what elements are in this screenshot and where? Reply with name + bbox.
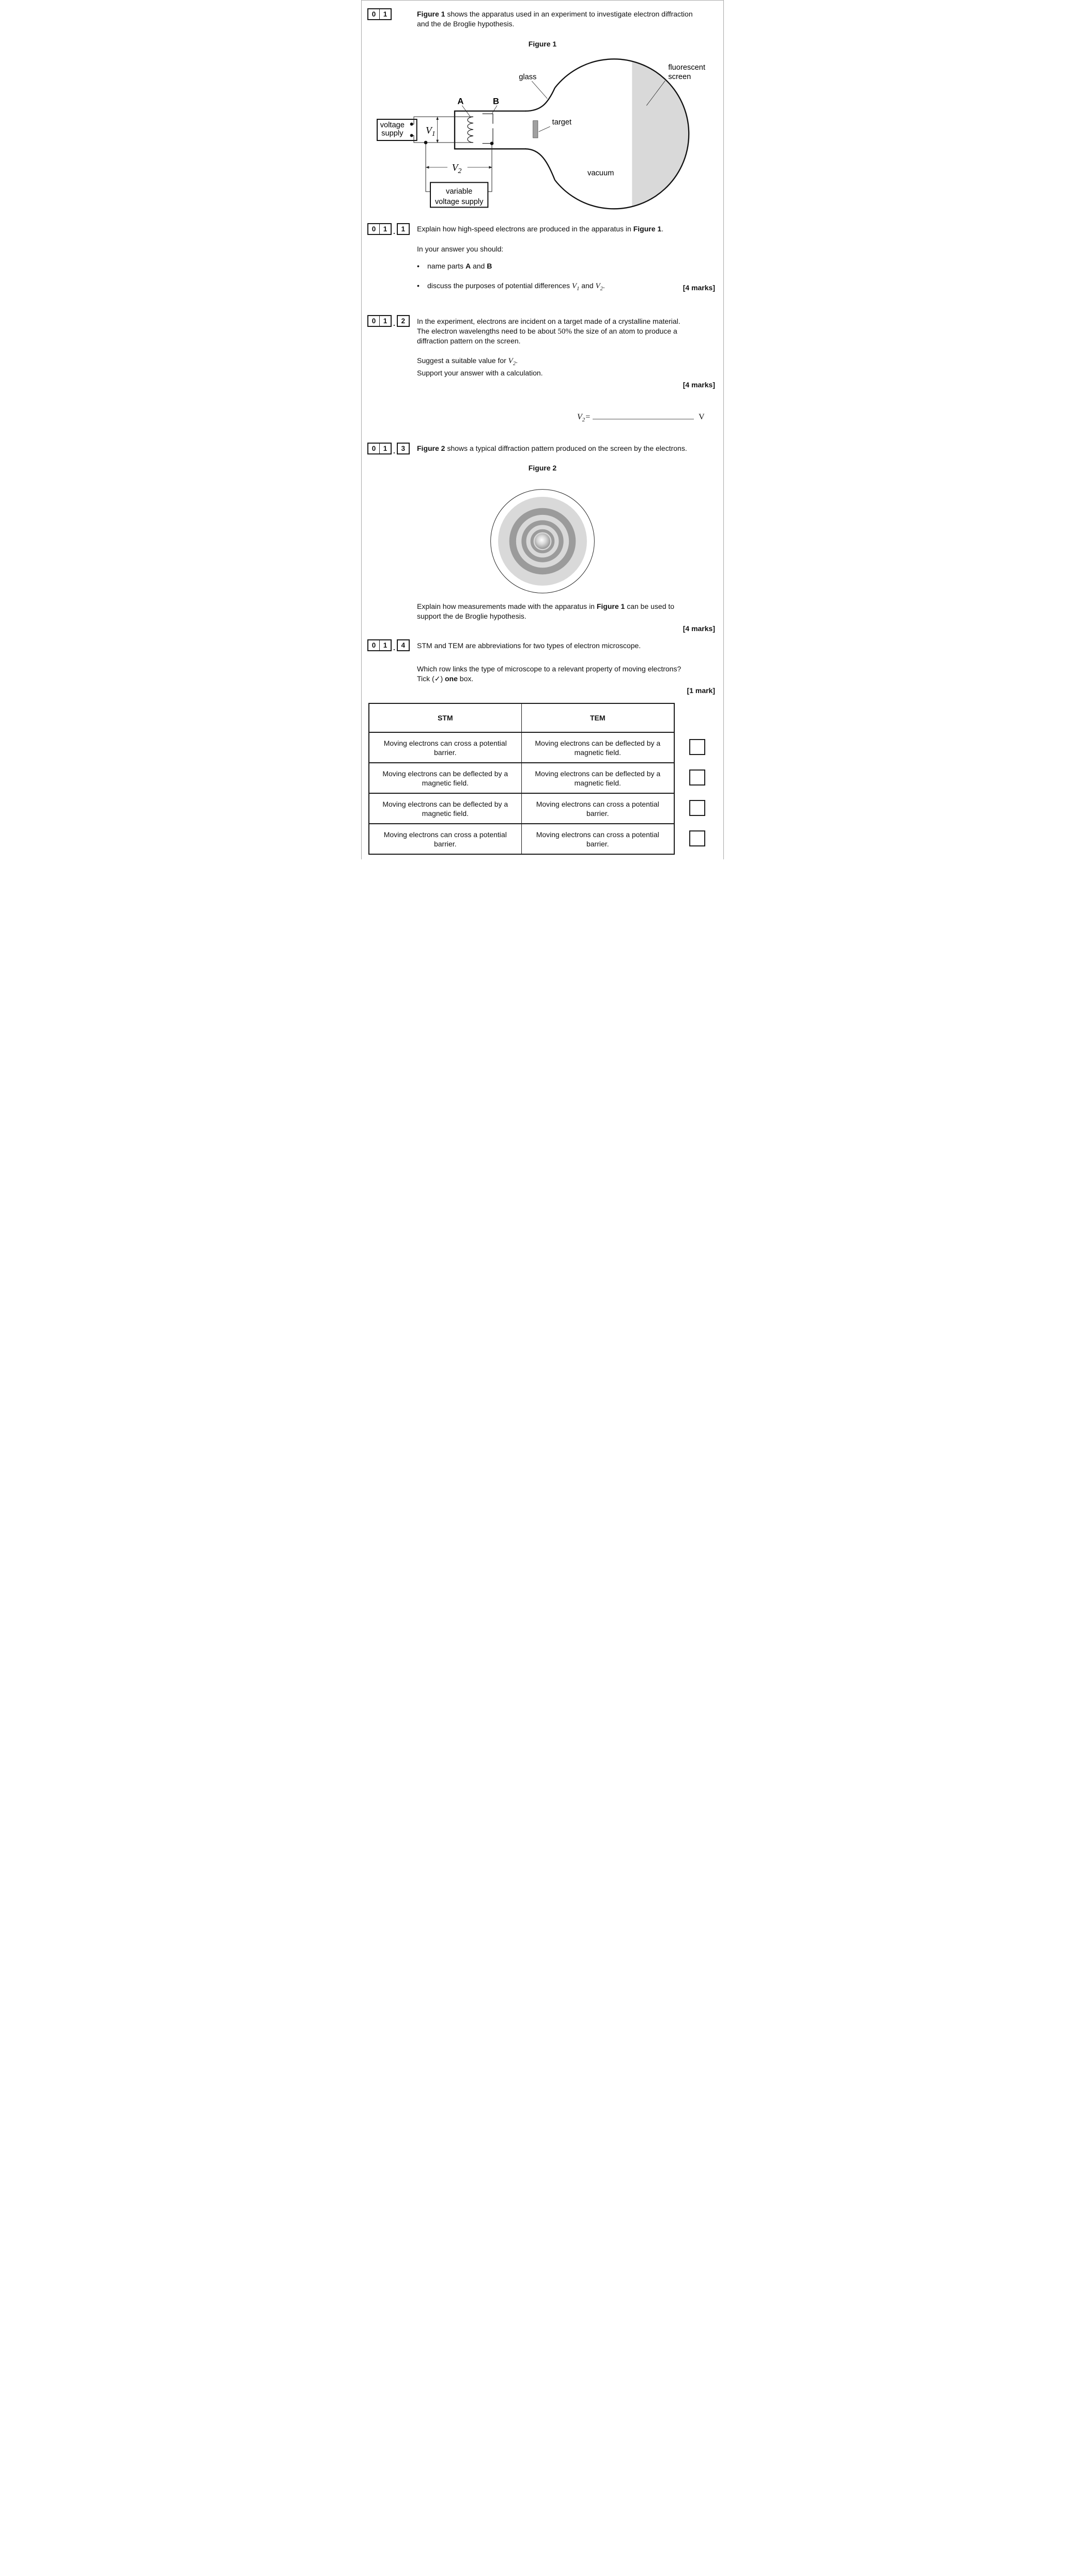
question-number-separator: .: [393, 644, 395, 652]
q012-line1: In the experiment, electrons are incident on a target made of a crystalline material.: [417, 317, 680, 325]
q014-tick-line: [417, 674, 716, 684]
arrowhead-icon: [436, 117, 439, 120]
q011-marks: [4 marks]: [683, 284, 715, 292]
table-cell: Moving electrons can cross a potential barrier.: [369, 824, 522, 854]
arrowhead-icon: [426, 166, 429, 168]
bullet2-text: discuss the purposes of potential differences: [427, 281, 572, 290]
figure1-caption: Figure 1: [528, 40, 557, 48]
answer-checkbox-row4[interactable]: [689, 830, 705, 846]
fluorescent-screen-label-2: screen: [668, 73, 691, 81]
bullet-icon: •: [417, 281, 420, 290]
table-row: [369, 732, 674, 762]
tick-text-pre: Tick (: [417, 674, 435, 683]
junction-dot: [490, 142, 494, 145]
q01-intro-text: [417, 9, 716, 28]
question-number-separator: .: [393, 228, 395, 235]
question-digit: 0: [368, 9, 380, 19]
question-digit: 1: [383, 10, 388, 18]
answer-blank[interactable]: [593, 411, 694, 419]
question-number-box: [367, 223, 392, 235]
answer-checkbox-row3[interactable]: [689, 800, 705, 816]
junction-dot: [424, 141, 428, 145]
q012-support: Support your answer with a calculation.: [417, 369, 543, 377]
q012-line2: [417, 326, 716, 337]
voltage-supply-label-2: supply: [381, 129, 404, 138]
question-number-012: [367, 315, 410, 327]
v2-symbol: $V_2$: [577, 413, 585, 423]
label-b: B: [492, 96, 500, 106]
question-number-separator: .: [393, 447, 395, 455]
q013-explain-post: can be used to: [625, 602, 675, 610]
bullet2-mid: and: [579, 281, 596, 290]
question-number-011: [367, 223, 410, 235]
q011-bullet-2: [417, 281, 724, 291]
v2-symbol: $V_2$: [508, 357, 516, 367]
question-digit: 1: [383, 641, 388, 649]
q01-intro-line1: [417, 9, 716, 19]
q012-suggest-text: Suggest a suitable value for: [417, 356, 508, 365]
q013-explain: [417, 602, 716, 621]
figure2-ref: Figure 2: [417, 444, 445, 452]
table-cell: Moving electrons can cross a potential barrier.: [536, 799, 659, 818]
question-digit: 1: [383, 225, 388, 233]
question-digit: 1: [383, 317, 388, 325]
fluorescent-screen-region: [632, 61, 689, 207]
q012-text: [417, 317, 716, 346]
table-header-tem: TEM: [590, 714, 606, 722]
table-cell: Moving electrons can be deflected by a magnetic field.: [369, 763, 522, 793]
bullet1-text: name parts: [427, 262, 466, 270]
q011-text: [417, 224, 716, 234]
question-digit: 1: [401, 225, 406, 233]
question-digit: 0: [368, 640, 380, 650]
question-digit: 3: [401, 445, 406, 452]
target-rect: [533, 121, 538, 138]
q013-explain-line1: [417, 602, 716, 611]
question-number-014: [367, 639, 410, 651]
question-number-013: [367, 443, 410, 454]
tick-text-post: box.: [457, 674, 474, 683]
q012-line2-pre: The electron wavelengths need to be about: [417, 326, 558, 335]
q013-text: [417, 444, 716, 453]
table-cell: Moving electrons can be deflected by a magnetic field.: [535, 769, 661, 787]
question-number-box: [397, 223, 410, 235]
answer-checkbox-row2[interactable]: [689, 769, 705, 786]
vacuum-label: vacuum: [587, 169, 614, 178]
q011-bullet-1: [417, 261, 724, 271]
figure1-ref: Figure 1: [633, 225, 662, 233]
exam-page: [361, 0, 724, 859]
figure1-ref: Figure 1: [417, 10, 445, 18]
question-number-box: [367, 443, 392, 454]
question-number-box: [367, 8, 392, 20]
q013-line1-rest: shows a typical diffraction pattern produced on the screen by the electrons.: [445, 444, 687, 452]
bullet-icon: •: [417, 262, 420, 270]
figure1-diagram: [362, 52, 723, 217]
v1-label: $V_1$: [425, 125, 436, 138]
figure2-caption: Figure 2: [528, 464, 557, 472]
q014-marks: [1 mark]: [687, 686, 715, 695]
wire-top: [412, 117, 473, 124]
q012-marks: [4 marks]: [683, 381, 715, 389]
q013-explain-line2: support the de Broglie hypothesis.: [417, 611, 526, 620]
neck-bottom: [525, 149, 555, 180]
q012-line2-post: the size of an atom to produce a: [571, 326, 677, 335]
pointer-line-b: [492, 105, 497, 113]
q012-answer-line: [577, 411, 705, 422]
target-label: target: [552, 118, 572, 127]
question-digit: 4: [401, 641, 406, 649]
tick-text-mid: ): [440, 674, 445, 683]
table-header-row: [369, 704, 674, 732]
v2-symbol: $V_2$: [595, 281, 603, 292]
fluorescent-screen-label-1: fluorescent: [668, 64, 706, 72]
question-number-01: [367, 8, 392, 20]
q012-suggest: [417, 356, 716, 366]
pointer-line-glass: [532, 81, 547, 99]
filament-coil: [468, 117, 473, 143]
tick-text-one: one: [445, 674, 458, 683]
electrode-b-bottom: [483, 128, 493, 143]
question-digit: 0: [368, 444, 380, 453]
terminal-dot: [410, 122, 413, 125]
v1-symbol: $V_1$: [571, 281, 580, 292]
wire-bottom: [412, 135, 473, 143]
table-cell: Moving electrons can cross a potential barrier.: [536, 830, 659, 848]
figure2-diffraction-pattern: [488, 487, 597, 595]
table-header-stm: STM: [369, 704, 522, 732]
question-number-box: [397, 639, 410, 651]
q014-line2: Which row links the type of microscope to a relevant property of moving electrons?: [417, 665, 681, 673]
q01-intro-rest: shows the apparatus used in an experiment to investigate electron diffraction: [445, 10, 693, 18]
variable-supply-label-1: variable: [446, 187, 473, 196]
question-number-box: [397, 443, 410, 454]
neck-top: [525, 88, 555, 111]
question-number-box: [367, 315, 392, 327]
stm-tem-table: [368, 703, 675, 855]
pointer-line-target: [539, 127, 550, 132]
question-digit: 0: [368, 224, 380, 234]
volt-unit: V: [699, 413, 705, 421]
part-a-ref: A: [465, 262, 471, 270]
v2-label: $V_2$: [452, 162, 462, 175]
table-row: [369, 793, 674, 823]
question-number-separator: .: [393, 320, 395, 327]
figure1-ref: Figure 1: [596, 602, 625, 610]
part-b-ref: B: [487, 262, 492, 270]
q01-intro-line2: and the de Broglie hypothesis.: [417, 19, 515, 28]
table-cell: Moving electrons can cross a potential barrier.: [369, 733, 522, 762]
terminal-dot: [410, 134, 413, 137]
glass-label: glass: [519, 73, 537, 82]
electrode-b-top: [483, 114, 493, 123]
answer-checkbox-row1[interactable]: [689, 739, 705, 755]
table-row: [369, 762, 674, 793]
question-number-box: [367, 639, 392, 651]
q011-line1-end: .: [661, 225, 664, 233]
table-cell: Moving electrons can be deflected by a magnetic field.: [535, 739, 661, 757]
bullet1-mid: and: [471, 262, 487, 270]
q014-line1: STM and TEM are abbreviations for two types of electron microscope.: [417, 641, 641, 650]
q011-line1: Explain how high-speed electrons are produced in the apparatus in: [417, 225, 633, 233]
q011-instruction: In your answer you should:: [417, 245, 504, 253]
bullet2-end: .: [602, 281, 605, 290]
q013-marks: [4 marks]: [683, 624, 715, 633]
table-cell: Moving electrons can be deflected by a magnetic field.: [369, 794, 522, 823]
q012-line3: diffraction pattern on the screen.: [417, 337, 521, 345]
label-a: A: [457, 96, 464, 106]
voltage-supply-label-1: voltage: [380, 121, 405, 130]
variable-supply-label-2: voltage supply: [435, 198, 484, 206]
q013-explain-pre: Explain how measurements made with the apparatus in: [417, 602, 597, 610]
q012-suggest-end: .: [516, 356, 518, 365]
table-row: [369, 823, 674, 854]
check-icon: ✓: [434, 674, 441, 683]
equals-sign: =: [585, 413, 591, 421]
fifty-percent: 50%: [557, 327, 572, 336]
question-digit: 0: [368, 316, 380, 326]
central-bright-spot: [535, 533, 550, 549]
question-number-box: [397, 315, 410, 327]
question-digit: 2: [401, 317, 406, 325]
question-digit: 1: [383, 445, 388, 452]
